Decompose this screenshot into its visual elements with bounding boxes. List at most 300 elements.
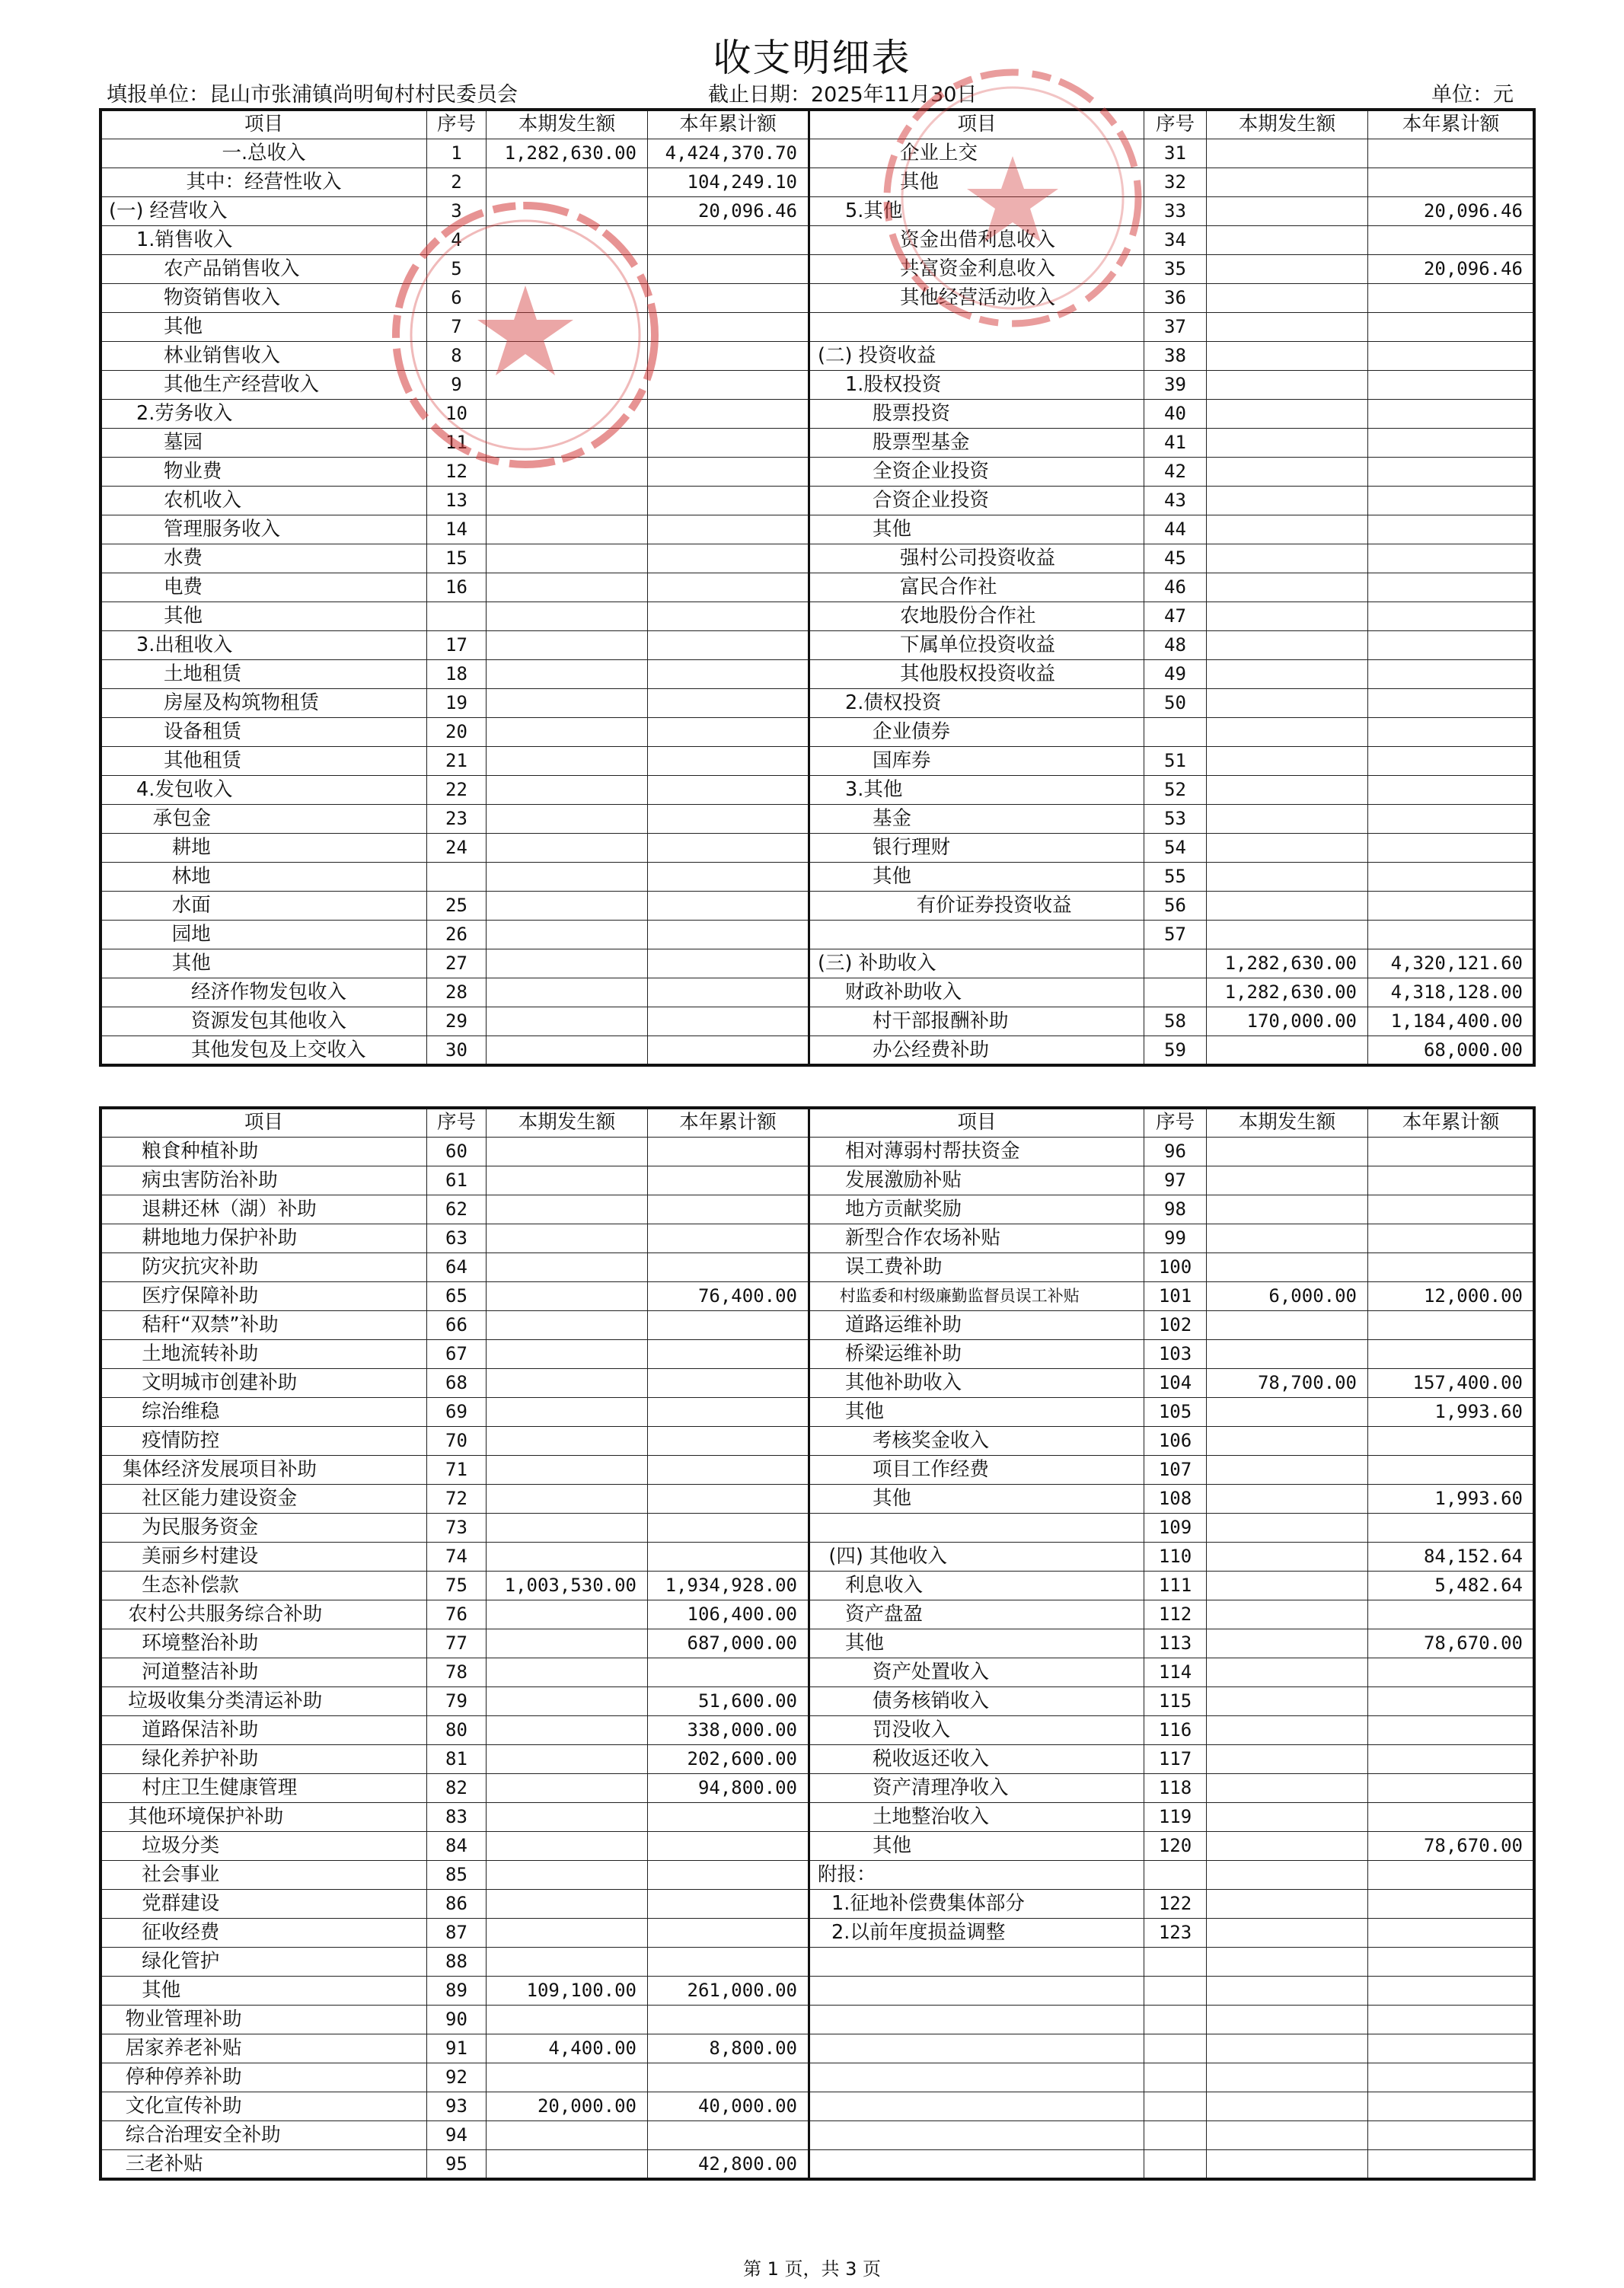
year-to-date-amount — [1368, 1166, 1534, 1195]
current-period-amount — [487, 747, 648, 776]
row-number: 114 — [1144, 1658, 1207, 1687]
current-period-amount — [1207, 1514, 1368, 1543]
row-number: 123 — [1144, 1919, 1207, 1948]
current-period-amount — [1207, 747, 1368, 776]
row-number: 106 — [1144, 1427, 1207, 1456]
row-number: 110 — [1144, 1543, 1207, 1572]
table-row — [101, 226, 1534, 255]
year-to-date-amount — [648, 892, 809, 921]
item-label: 资源发包其他收入 — [101, 1007, 427, 1036]
year-to-date-amount: 76,400.00 — [648, 1282, 809, 1311]
year-to-date-amount — [1368, 284, 1534, 313]
row-number: 49 — [1144, 660, 1207, 689]
row-number: 117 — [1144, 1745, 1207, 1774]
row-number: 83 — [427, 1803, 487, 1832]
current-period-amount — [1207, 1919, 1368, 1948]
row-number: 12 — [427, 458, 487, 487]
year-to-date-amount — [1368, 139, 1534, 168]
item-label: 经济作物发包收入 — [101, 978, 427, 1007]
item-label: 林业销售收入 — [101, 342, 427, 371]
table-row — [101, 255, 1534, 284]
current-period-amount — [487, 689, 648, 718]
row-number — [1144, 978, 1207, 1007]
year-to-date-amount — [648, 1007, 809, 1036]
item-label: 三老补贴 — [101, 2150, 427, 2179]
item-label: (二) 投资收益 — [809, 342, 1144, 371]
row-number: 86 — [427, 1890, 487, 1919]
item-label: 社会事业 — [101, 1861, 427, 1890]
table-row — [101, 1658, 1534, 1687]
row-number: 93 — [427, 2092, 487, 2121]
current-period-amount — [1207, 1600, 1368, 1629]
item-label: 国库券 — [809, 747, 1144, 776]
item-label: 道路运维补助 — [809, 1311, 1144, 1340]
year-to-date-amount — [648, 1340, 809, 1369]
row-number: 20 — [427, 718, 487, 747]
row-number: 32 — [1144, 168, 1207, 197]
row-number: 115 — [1144, 1687, 1207, 1716]
table-row — [101, 1282, 1534, 1311]
item-label: 物业费 — [101, 458, 427, 487]
row-number: 63 — [427, 1224, 487, 1253]
year-to-date-amount — [1368, 834, 1534, 863]
year-to-date-amount — [1368, 805, 1534, 834]
current-period-amount — [1207, 284, 1368, 313]
current-period-amount — [1207, 1687, 1368, 1716]
current-period-amount — [487, 1195, 648, 1224]
year-to-date-amount: 94,800.00 — [648, 1774, 809, 1803]
item-label: 其他股权投资收益 — [809, 660, 1144, 689]
item-label: 社区能力建设资金 — [101, 1485, 427, 1514]
income-table-2 — [101, 1108, 1534, 2179]
year-to-date-amount: 42,800.00 — [648, 2150, 809, 2179]
item-label: 耕地 — [101, 834, 427, 863]
row-number: 39 — [1144, 371, 1207, 400]
column-header: 序号 — [427, 110, 487, 139]
column-header: 项目 — [809, 110, 1144, 139]
current-period-amount — [1207, 1977, 1368, 2006]
row-number — [1144, 2150, 1207, 2179]
item-label: 疫情防控 — [101, 1427, 427, 1456]
current-period-amount — [487, 1803, 648, 1832]
year-to-date-amount — [1368, 2034, 1534, 2063]
row-number: 59 — [1144, 1036, 1207, 1065]
current-period-amount — [487, 1514, 648, 1543]
year-to-date-amount — [1368, 1456, 1534, 1485]
current-period-amount: 1,003,530.00 — [487, 1572, 648, 1600]
year-to-date-amount — [648, 631, 809, 660]
year-to-date-amount: 104,249.10 — [648, 168, 809, 197]
current-period-amount — [487, 458, 648, 487]
row-number: 84 — [427, 1832, 487, 1861]
item-label: 资金出借利息收入 — [809, 226, 1144, 255]
table-row — [101, 284, 1534, 313]
item-label: 文化宣传补助 — [101, 2092, 427, 2121]
year-to-date-amount — [1368, 863, 1534, 892]
current-period-amount — [487, 1600, 648, 1629]
year-to-date-amount — [1368, 2092, 1534, 2121]
current-period-amount — [1207, 1036, 1368, 1065]
current-period-amount — [1207, 1861, 1368, 1890]
item-label: 其他 — [101, 1977, 427, 2006]
table-row — [101, 1687, 1534, 1716]
header-row — [101, 1109, 1534, 1138]
year-to-date-amount: 20,096.46 — [648, 197, 809, 226]
item-label: 债务核销收入 — [809, 1687, 1144, 1716]
table-row — [101, 1890, 1534, 1919]
year-to-date-amount: 68,000.00 — [1368, 1036, 1534, 1065]
year-to-date-amount — [1368, 1224, 1534, 1253]
row-number: 47 — [1144, 602, 1207, 631]
table-row — [101, 805, 1534, 834]
item-label: 利息收入 — [809, 1572, 1144, 1600]
row-number: 14 — [427, 515, 487, 544]
current-period-amount — [1207, 1427, 1368, 1456]
current-period-amount — [1207, 197, 1368, 226]
current-period-amount — [487, 1253, 648, 1282]
column-header: 本年累计额 — [1368, 110, 1534, 139]
item-label: 全资企业投资 — [809, 458, 1144, 487]
row-number: 9 — [427, 371, 487, 400]
column-header: 本年累计额 — [1368, 1109, 1534, 1138]
current-period-amount — [487, 1369, 648, 1398]
item-label: 水费 — [101, 544, 427, 573]
item-label: 其他经营活动收入 — [809, 284, 1144, 313]
item-label: 罚没收入 — [809, 1716, 1144, 1745]
row-number — [1144, 949, 1207, 978]
item-label: 资产清理净收入 — [809, 1774, 1144, 1803]
row-number: 94 — [427, 2121, 487, 2150]
item-label: 村监委和村级廉勤监督员误工补贴 — [809, 1282, 1144, 1311]
row-number: 28 — [427, 978, 487, 1007]
current-period-amount — [1207, 1803, 1368, 1832]
year-to-date-amount — [648, 487, 809, 515]
row-number: 38 — [1144, 342, 1207, 371]
row-number: 65 — [427, 1282, 487, 1311]
year-to-date-amount — [1368, 429, 1534, 458]
current-period-amount — [1207, 2034, 1368, 2063]
current-period-amount: 1,282,630.00 — [487, 139, 648, 168]
row-number: 69 — [427, 1398, 487, 1427]
year-to-date-amount: 4,424,370.70 — [648, 139, 809, 168]
item-label: 垃圾收集分类清运补助 — [101, 1687, 427, 1716]
year-to-date-amount — [648, 660, 809, 689]
row-number: 4 — [427, 226, 487, 255]
item-label: 环境整治补助 — [101, 1629, 427, 1658]
table-row — [101, 892, 1534, 921]
row-number: 44 — [1144, 515, 1207, 544]
page-title: 收支明细表 — [713, 36, 911, 80]
current-period-amount — [487, 1774, 648, 1803]
current-period-amount — [1207, 458, 1368, 487]
year-to-date-amount — [1368, 921, 1534, 949]
year-to-date-amount — [1368, 718, 1534, 747]
row-number: 16 — [427, 573, 487, 602]
item-label — [809, 313, 1144, 342]
row-number: 19 — [427, 689, 487, 718]
row-number: 6 — [427, 284, 487, 313]
row-number: 107 — [1144, 1456, 1207, 1485]
current-period-amount — [1207, 1485, 1368, 1514]
item-label: 资产处置收入 — [809, 1658, 1144, 1687]
year-to-date-amount: 687,000.00 — [648, 1629, 809, 1658]
row-number: 13 — [427, 487, 487, 515]
item-label: 农产品销售收入 — [101, 255, 427, 284]
row-number: 105 — [1144, 1398, 1207, 1427]
table-row — [101, 1745, 1534, 1774]
item-label: 办公经费补助 — [809, 1036, 1144, 1065]
item-label: 其他生产经营收入 — [101, 371, 427, 400]
item-label: (三) 补助收入 — [809, 949, 1144, 978]
current-period-amount — [1207, 1745, 1368, 1774]
table-row — [101, 1919, 1534, 1948]
row-number: 34 — [1144, 226, 1207, 255]
year-to-date-amount — [1368, 1948, 1534, 1977]
item-label: 墓园 — [101, 429, 427, 458]
item-label: 2.劳务收入 — [101, 400, 427, 429]
item-label: 其他 — [809, 1629, 1144, 1658]
table-row — [101, 1224, 1534, 1253]
column-header: 序号 — [1144, 110, 1207, 139]
item-label — [809, 2150, 1144, 2179]
year-to-date-amount — [648, 1658, 809, 1687]
item-label: 美丽乡村建设 — [101, 1543, 427, 1572]
year-to-date-amount: 78,670.00 — [1368, 1629, 1534, 1658]
current-period-amount — [487, 1543, 648, 1572]
row-number: 100 — [1144, 1253, 1207, 1282]
year-to-date-amount — [1368, 573, 1534, 602]
column-header: 项目 — [101, 1109, 427, 1138]
year-to-date-amount — [1368, 2006, 1534, 2034]
row-number: 18 — [427, 660, 487, 689]
row-number: 52 — [1144, 776, 1207, 805]
item-label: 发展激励补贴 — [809, 1166, 1144, 1195]
current-period-amount — [1207, 660, 1368, 689]
year-to-date-amount — [1368, 371, 1534, 400]
year-to-date-amount: 157,400.00 — [1368, 1369, 1534, 1398]
current-period-amount — [1207, 1195, 1368, 1224]
year-to-date-amount — [648, 1369, 809, 1398]
item-label: 农机收入 — [101, 487, 427, 515]
item-label — [809, 2121, 1144, 2150]
item-label: 病虫害防治补助 — [101, 1166, 427, 1195]
row-number: 31 — [1144, 139, 1207, 168]
row-number: 97 — [1144, 1166, 1207, 1195]
current-period-amount — [1207, 1890, 1368, 1919]
item-label: 绿化养护补助 — [101, 1745, 427, 1774]
item-label: 林地 — [101, 863, 427, 892]
row-number: 88 — [427, 1948, 487, 1977]
table-row — [101, 313, 1534, 342]
current-period-amount — [487, 776, 648, 805]
year-to-date-amount — [648, 1195, 809, 1224]
row-number — [1144, 2121, 1207, 2150]
item-label: 4.发包收入 — [101, 776, 427, 805]
year-to-date-amount — [1368, 1803, 1534, 1832]
year-to-date-amount — [648, 1485, 809, 1514]
year-to-date-amount — [648, 458, 809, 487]
table-row — [101, 718, 1534, 747]
year-to-date-amount — [1368, 1600, 1534, 1629]
item-label: 粮食种植补助 — [101, 1138, 427, 1166]
item-label: 其他 — [809, 1832, 1144, 1861]
current-period-amount — [1207, 139, 1368, 168]
table-row — [101, 1485, 1534, 1514]
item-label — [809, 1977, 1144, 2006]
table-row — [101, 1369, 1534, 1398]
year-to-date-amount — [1368, 689, 1534, 718]
row-number: 81 — [427, 1745, 487, 1774]
row-number: 62 — [427, 1195, 487, 1224]
current-period-amount — [1207, 2006, 1368, 2034]
item-label: 下属单位投资收益 — [809, 631, 1144, 660]
item-label: 富民合作社 — [809, 573, 1144, 602]
current-period-amount — [487, 2063, 648, 2092]
year-to-date-amount — [648, 2006, 809, 2034]
current-period-amount — [1207, 573, 1368, 602]
year-to-date-amount — [648, 284, 809, 313]
item-label: 误工费补助 — [809, 1253, 1144, 1282]
current-period-amount — [1207, 342, 1368, 371]
current-period-amount — [1207, 1456, 1368, 1485]
year-to-date-amount — [648, 255, 809, 284]
year-to-date-amount: 1,184,400.00 — [1368, 1007, 1534, 1036]
table-row — [101, 1861, 1534, 1890]
current-period-amount — [1207, 892, 1368, 921]
item-label: (一) 经营收入 — [101, 197, 427, 226]
row-number: 26 — [427, 921, 487, 949]
row-number — [1144, 1948, 1207, 1977]
item-label: 河道整洁补助 — [101, 1658, 427, 1687]
item-label: 银行理财 — [809, 834, 1144, 863]
year-to-date-amount — [1368, 400, 1534, 429]
table-row — [101, 2034, 1534, 2063]
table-row — [101, 660, 1534, 689]
row-number: 27 — [427, 949, 487, 978]
current-period-amount — [487, 1890, 648, 1919]
item-label: 综治维稳 — [101, 1398, 427, 1427]
item-label: 承包金 — [101, 805, 427, 834]
current-period-amount — [1207, 487, 1368, 515]
year-to-date-amount: 40,000.00 — [648, 2092, 809, 2121]
current-period-amount: 78,700.00 — [1207, 1369, 1368, 1398]
table-row — [101, 1427, 1534, 1456]
year-to-date-amount — [648, 1427, 809, 1456]
row-number: 78 — [427, 1658, 487, 1687]
table-row — [101, 2006, 1534, 2034]
table-row — [101, 371, 1534, 400]
current-period-amount — [1207, 1311, 1368, 1340]
row-number: 108 — [1144, 1485, 1207, 1514]
row-number: 98 — [1144, 1195, 1207, 1224]
year-to-date-amount — [1368, 602, 1534, 631]
row-number: 17 — [427, 631, 487, 660]
row-number: 29 — [427, 1007, 487, 1036]
table-row — [101, 689, 1534, 718]
current-period-amount — [1207, 1629, 1368, 1658]
row-number: 85 — [427, 1861, 487, 1890]
current-period-amount: 1,282,630.00 — [1207, 949, 1368, 978]
item-label: 设备租赁 — [101, 718, 427, 747]
table-row — [101, 863, 1534, 892]
year-to-date-amount — [1368, 226, 1534, 255]
row-number — [1144, 2034, 1207, 2063]
current-period-amount — [1207, 1716, 1368, 1745]
item-label: 企业上交 — [809, 139, 1144, 168]
year-to-date-amount — [648, 1036, 809, 1065]
current-period-amount — [1207, 776, 1368, 805]
current-period-amount — [487, 1919, 648, 1948]
current-period-amount — [487, 949, 648, 978]
row-number: 87 — [427, 1919, 487, 1948]
table-row — [101, 1456, 1534, 1485]
income-table-1 — [101, 110, 1534, 1065]
header-row — [101, 110, 1534, 139]
item-label: 其他 — [809, 1398, 1144, 1427]
current-period-amount — [487, 1629, 648, 1658]
table-row — [101, 602, 1534, 631]
item-label: 土地流转补助 — [101, 1340, 427, 1369]
current-period-amount — [487, 631, 648, 660]
row-number — [427, 863, 487, 892]
current-period-amount — [1207, 1340, 1368, 1369]
current-period-amount — [487, 1745, 648, 1774]
year-to-date-amount — [648, 1861, 809, 1890]
row-number: 103 — [1144, 1340, 1207, 1369]
row-number: 40 — [1144, 400, 1207, 429]
row-number: 104 — [1144, 1369, 1207, 1398]
table-row — [101, 1803, 1534, 1832]
current-period-amount — [1207, 371, 1368, 400]
row-number: 25 — [427, 892, 487, 921]
row-number: 71 — [427, 1456, 487, 1485]
row-number: 50 — [1144, 689, 1207, 718]
table-row — [101, 834, 1534, 863]
item-label: 其他租赁 — [101, 747, 427, 776]
year-to-date-amount — [1368, 1687, 1534, 1716]
year-to-date-amount — [648, 863, 809, 892]
item-label: 停种停养补助 — [101, 2063, 427, 2092]
current-period-amount — [487, 1224, 648, 1253]
year-to-date-amount: 106,400.00 — [648, 1600, 809, 1629]
year-to-date-amount — [648, 978, 809, 1007]
item-label: 其他 — [809, 168, 1144, 197]
row-number: 74 — [427, 1543, 487, 1572]
year-to-date-amount: 338,000.00 — [648, 1716, 809, 1745]
current-period-amount — [487, 284, 648, 313]
table-row — [101, 2063, 1534, 2092]
year-to-date-amount: 20,096.46 — [1368, 197, 1534, 226]
item-label: 2.以前年度损益调整 — [809, 1919, 1144, 1948]
row-number — [1144, 1977, 1207, 2006]
row-number: 55 — [1144, 863, 1207, 892]
year-to-date-amount — [648, 1224, 809, 1253]
year-to-date-amount — [1368, 2063, 1534, 2092]
item-label: 其他 — [809, 863, 1144, 892]
current-period-amount — [487, 1861, 648, 1890]
item-label: 财政补助收入 — [809, 978, 1144, 1007]
table-row — [101, 139, 1534, 168]
item-label: 股票投资 — [809, 400, 1144, 429]
item-label: 文明城市创建补助 — [101, 1369, 427, 1398]
item-label — [809, 2092, 1144, 2121]
row-number: 30 — [427, 1036, 487, 1065]
current-period-amount — [487, 1832, 648, 1861]
item-label: 党群建设 — [101, 1890, 427, 1919]
currency-unit: 单位：元 — [1431, 83, 1514, 107]
year-to-date-amount — [1368, 1311, 1534, 1340]
year-to-date-amount — [648, 1919, 809, 1948]
